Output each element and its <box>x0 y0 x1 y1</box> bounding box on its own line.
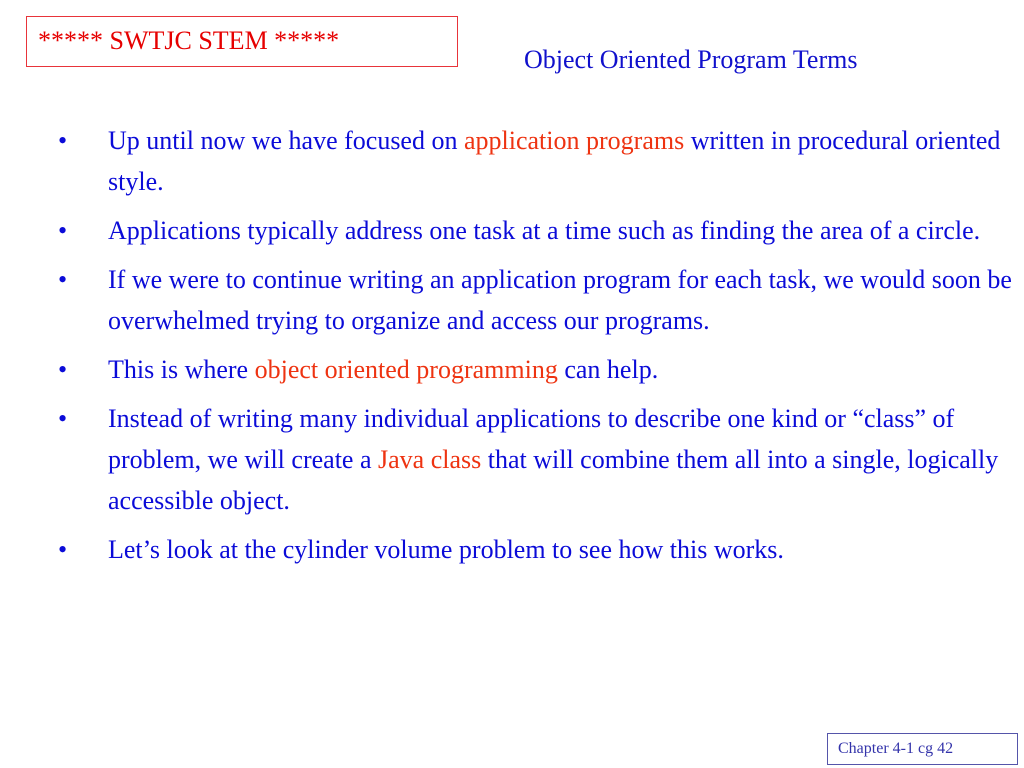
highlight-term: application programs <box>463 126 685 155</box>
bullet-item: • If we were to continue writing an application program for each task, we would soon be overwhelmed trying to organize and access our programs. <box>58 259 1018 341</box>
bullet-item: • Let’s look at the cylinder volume problem to see how this works. <box>58 529 1018 570</box>
bullet-icon: • <box>58 355 68 384</box>
highlight-term: Java class <box>378 445 482 474</box>
bullet-icon: • <box>58 216 68 245</box>
bullet-icon: • <box>58 535 68 564</box>
bullet-item: • This is where object oriented programming can help. <box>58 349 1018 390</box>
footer-page-label <box>827 733 1018 765</box>
header-banner <box>26 16 458 67</box>
bullet-icon: • <box>58 265 68 294</box>
bullet-list <box>58 120 1018 578</box>
slide-title: Object Oriented Program Terms <box>524 45 858 74</box>
bullet-item: • Up until now we have focused on application programs written in procedural oriented style. <box>58 120 1018 202</box>
bullet-item: • Applications typically address one task at a time such as finding the area of a circle. <box>58 210 1018 251</box>
bullet-item: • Instead of writing many individual applications to describe one kind or “class” of problem, we will create a Java class that will combine them all into a single, logically accessible object. <box>58 398 1018 521</box>
bullet-icon: • <box>58 404 68 433</box>
bullet-icon: • <box>58 126 68 155</box>
highlight-term: object oriented programming <box>254 355 558 384</box>
header-label: ***** SWTJC STEM ***** <box>38 26 340 55</box>
footer-label: Chapter 4-1 cg 42 <box>838 740 954 757</box>
